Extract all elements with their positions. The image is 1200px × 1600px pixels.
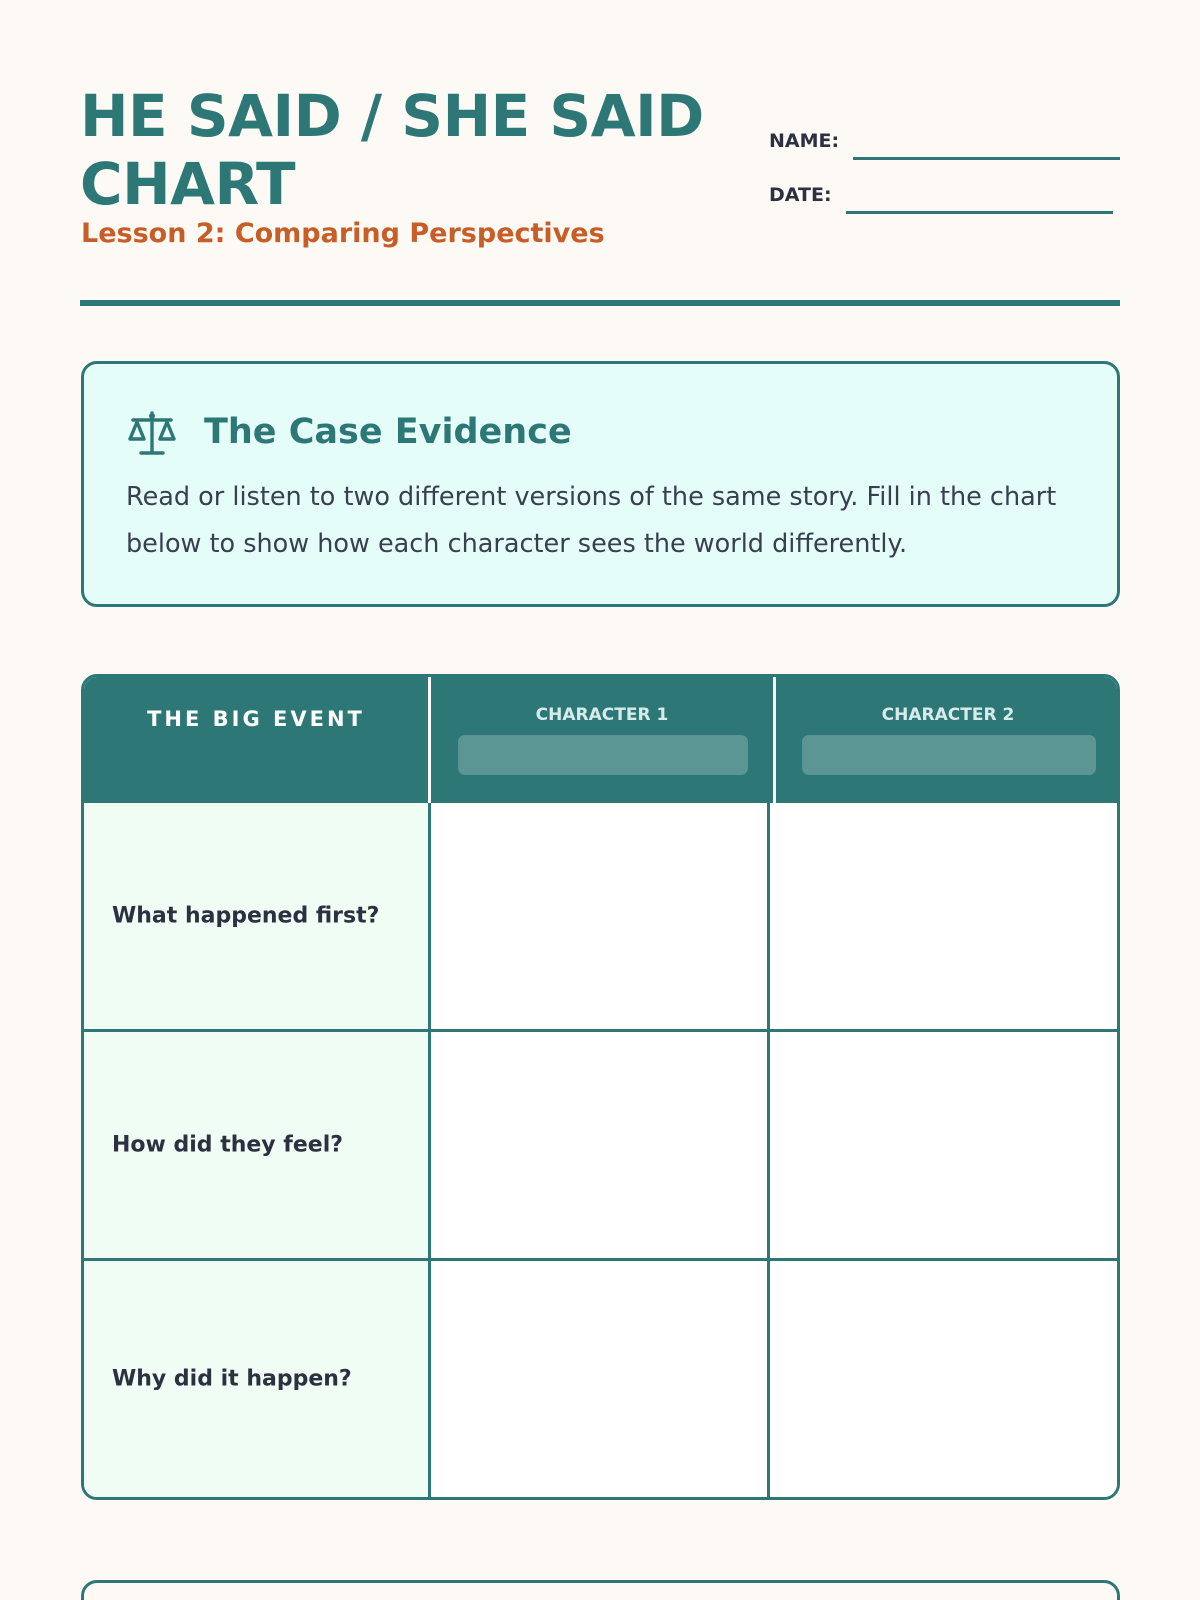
character-1-label: CHARACTER 1 [535,705,669,725]
character-2-answer-cell[interactable] [770,1032,1120,1258]
lesson-subtitle: Lesson 2: Comparing Perspectives [81,218,605,249]
header-big-event [84,677,428,803]
column-divider [428,803,431,1497]
date-field[interactable] [769,184,1113,206]
evidence-heading: The Case Evidence [204,412,572,452]
character-1-answer-cell[interactable] [431,1032,767,1258]
header-character-2 [776,677,1120,803]
row-prompt: Why did it happen? [112,1366,352,1392]
date-write-line[interactable] [846,211,1113,214]
chart-row [84,1032,1117,1258]
header-divider [80,300,1120,306]
evidence-instructions: Read or listen to two different versions of the same story. Fill in the chart below to show how each character sees the world differently. [126,482,1057,559]
row-prompt-cell [84,1261,428,1497]
scales-icon [127,410,177,456]
character-2-answer-cell[interactable] [770,1261,1120,1497]
character-2-answer-cell[interactable] [770,803,1120,1029]
big-event-label: THE BIG EVENT [147,707,365,731]
perspective-chart [81,674,1120,1500]
row-prompt-cell [84,1032,428,1258]
chart-row [84,1261,1117,1497]
row-prompt-cell [84,803,428,1029]
character-1-answer-cell[interactable] [431,1261,767,1497]
chart-header-row [84,677,1117,803]
name-label: NAME: [769,130,840,152]
name-field[interactable] [769,130,1120,152]
date-label: DATE: [769,184,832,206]
case-evidence-panel [81,361,1120,607]
row-prompt: What happened first? [112,903,380,929]
name-write-line[interactable] [853,157,1120,160]
chart-row [84,803,1117,1029]
character-2-label: CHARACTER 2 [881,705,1015,725]
character-1-name-input[interactable] [458,735,748,775]
worksheet-title: HE SAID / SHE SAID CHART [80,82,704,218]
next-section-panel [81,1580,1120,1600]
header-character-1 [431,677,773,803]
row-prompt: How did they feel? [112,1132,344,1158]
character-1-answer-cell[interactable] [431,803,767,1029]
column-divider [767,803,770,1497]
character-2-name-input[interactable] [802,735,1096,775]
